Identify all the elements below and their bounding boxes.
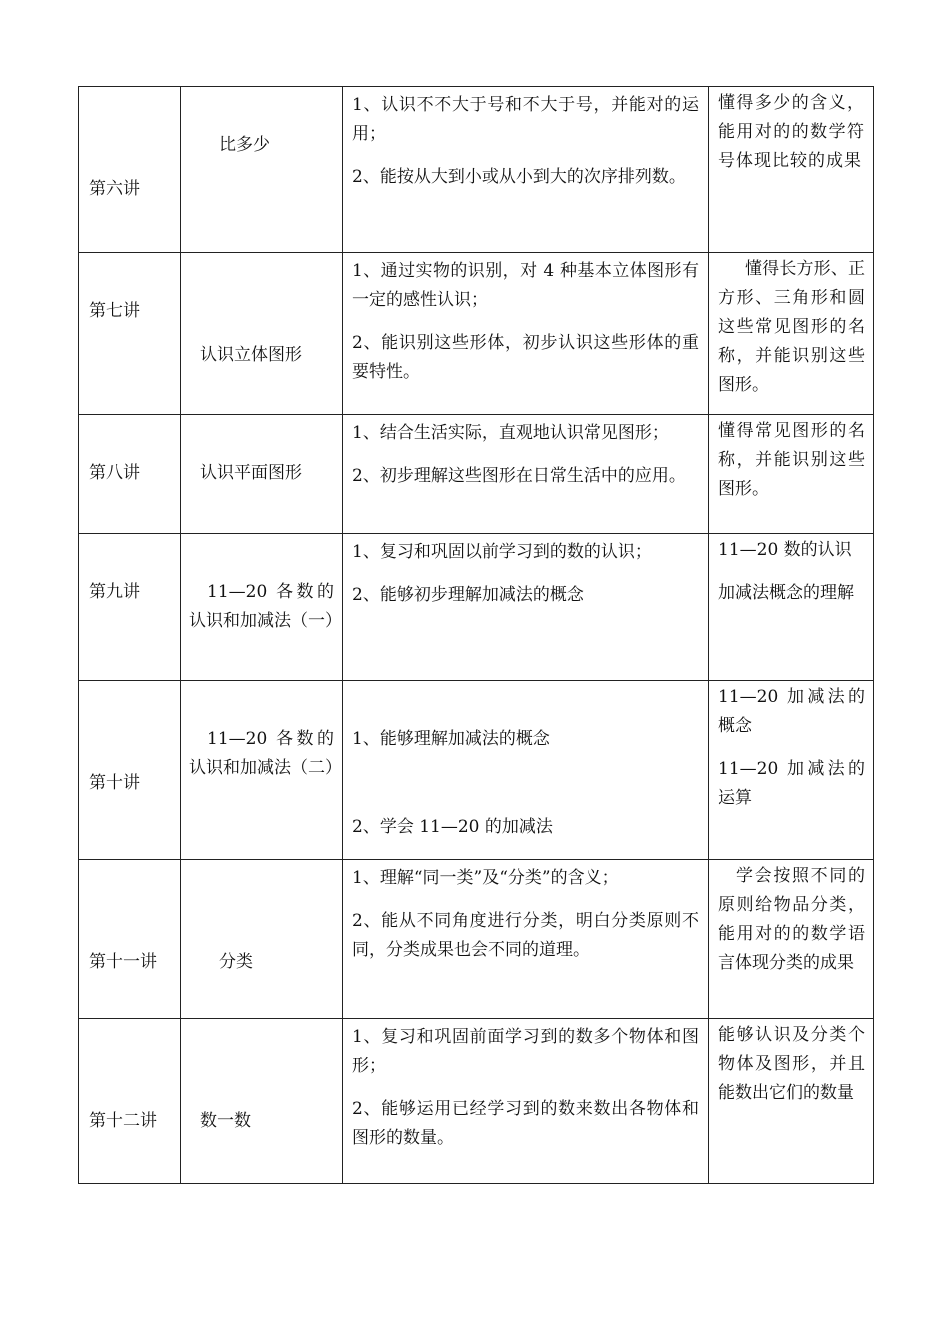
goals-cell <box>343 253 709 415</box>
topic-title: 分类 <box>219 952 253 972</box>
goal-item: 2、能识别这些形体，初步认识这些形体的重要特性。 <box>352 333 699 382</box>
topic-cell <box>181 681 343 860</box>
goal-item: 1、复习和巩固以前学习到的数的认识； <box>352 542 652 562</box>
topic-cell <box>181 415 343 534</box>
goal-item: 1、理解“同一类”及“分类”的含义； <box>352 868 619 888</box>
goals-cell <box>343 681 709 860</box>
lecture-cell <box>79 860 181 1019</box>
goal-item: 2、初步理解这些图形在日常生活中的应用。 <box>352 466 686 486</box>
key-point: 懂得常见图形的名称，并能识别这些图形。 <box>718 421 865 499</box>
lecture-cell <box>79 681 181 860</box>
goal-item: 2、学会 11—20 的加减法 <box>352 817 553 837</box>
goal-item: 1、认识不不大于号和不大于号，并能对的运用； <box>352 95 699 144</box>
topic-title: 比多少 <box>219 135 270 155</box>
goal-item: 1、能够理解加减法的概念 <box>352 729 550 749</box>
key-point: 11—20 数的认识 <box>718 540 852 560</box>
lecture-number: 第六讲 <box>89 179 140 199</box>
topic-title: 数一数 <box>200 1111 251 1131</box>
lecture-number: 第七讲 <box>89 301 140 321</box>
key-point: 能够认识及分类个物体及图形，并且能数出它们的数量 <box>718 1025 865 1103</box>
lecture-cell <box>79 87 181 253</box>
table-row <box>79 860 874 1019</box>
table-row <box>79 534 874 681</box>
lecture-number: 第十二讲 <box>89 1111 157 1131</box>
lesson-plan-table <box>78 86 874 1184</box>
key-points-cell <box>709 681 874 860</box>
key-point: 懂得多少的含义，能用对的的数学符号体现比较的成果 <box>718 93 865 171</box>
table-row <box>79 681 874 860</box>
topic-cell <box>181 860 343 1019</box>
goals-cell <box>343 534 709 681</box>
key-point: 懂得长方形、正方形、三角形和圆这些常见图形的名称，并能识别这些图形。 <box>718 259 865 395</box>
lecture-number: 第十一讲 <box>89 952 157 972</box>
key-points-cell <box>709 534 874 681</box>
table-row <box>79 415 874 534</box>
goal-item: 1、复习和巩固前面学习到的数多个物体和图形； <box>352 1027 699 1076</box>
key-point: 学会按照不同的原则给物品分类，能用对的的数学语言体现分类的成果 <box>718 866 865 973</box>
goal-item: 1、通过实物的识别，对 4 种基本立体图形有一定的感性认识； <box>352 261 699 310</box>
topic-cell <box>181 253 343 415</box>
key-points-cell <box>709 253 874 415</box>
key-points-cell <box>709 860 874 1019</box>
goal-item: 2、能够初步理解加减法的概念 <box>352 585 584 605</box>
key-point: 加减法概念的理解 <box>718 583 854 603</box>
goals-cell <box>343 87 709 253</box>
goals-cell <box>343 415 709 534</box>
key-point: 11—20 加减法的概念 <box>718 687 865 736</box>
table-row <box>79 253 874 415</box>
goal-item: 2、能从不同角度进行分类，明白分类原则不同，分类成果也会不同的道理。 <box>352 911 699 960</box>
lecture-number: 第十讲 <box>89 773 140 793</box>
goals-cell <box>343 1019 709 1184</box>
table-row <box>79 87 874 253</box>
topic-title: 11—20 各数的认识和加减法（一） <box>189 582 342 631</box>
goal-item: 2、能够运用已经学习到的数来数出各物体和图形的数量。 <box>352 1099 699 1148</box>
goal-item: 1、结合生活实际，直观地认识常见图形； <box>352 423 669 443</box>
lecture-number: 第八讲 <box>89 463 140 483</box>
lecture-number: 第九讲 <box>89 582 140 602</box>
table-row <box>79 1019 874 1184</box>
topic-title: 认识立体图形 <box>200 345 302 365</box>
lecture-cell <box>79 534 181 681</box>
topic-cell <box>181 534 343 681</box>
goals-cell <box>343 860 709 1019</box>
lecture-cell <box>79 415 181 534</box>
topic-title: 认识平面图形 <box>200 463 302 483</box>
key-points-cell <box>709 87 874 253</box>
goal-item: 2、能按从大到小或从小到大的次序排列数。 <box>352 167 686 187</box>
key-point: 11—20 加减法的运算 <box>718 759 865 808</box>
topic-cell <box>181 87 343 253</box>
topic-title: 11—20 各数的认识和加减法（二） <box>189 729 342 778</box>
topic-cell <box>181 1019 343 1184</box>
key-points-cell <box>709 1019 874 1184</box>
key-points-cell <box>709 415 874 534</box>
lecture-cell <box>79 253 181 415</box>
lecture-cell <box>79 1019 181 1184</box>
